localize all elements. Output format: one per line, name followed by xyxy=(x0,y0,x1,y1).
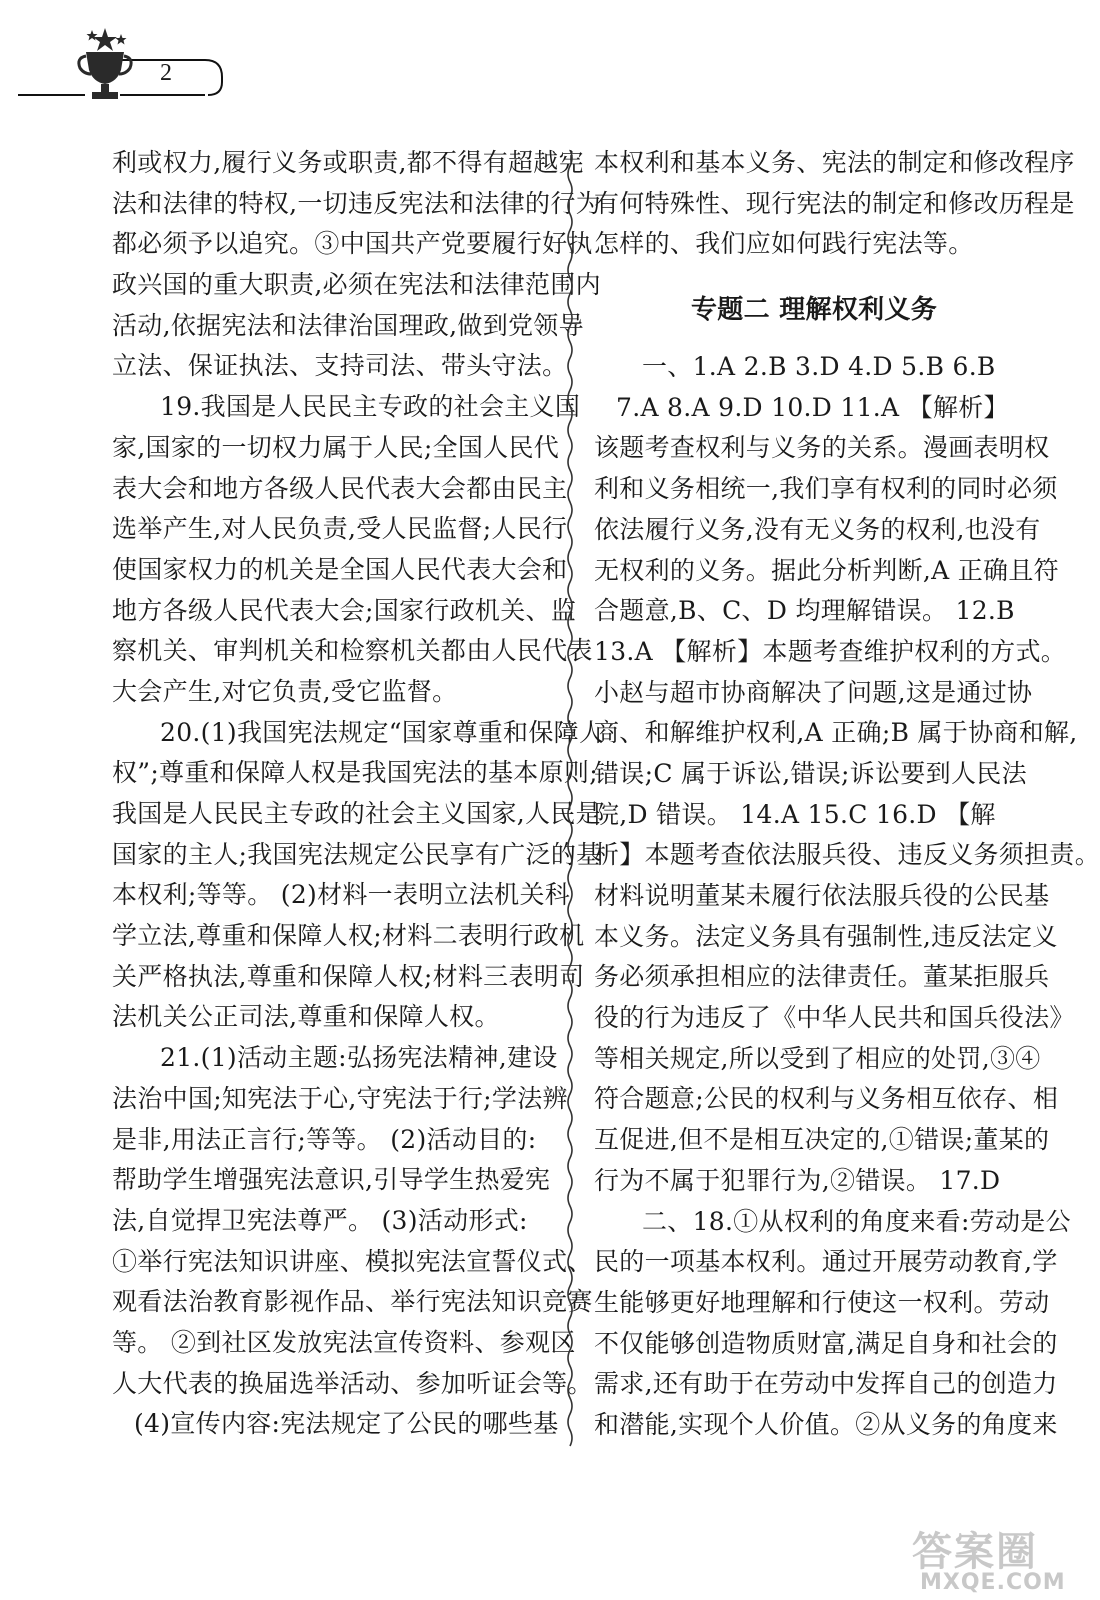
text-line: 使国家权力的机关是全国人民代表大会和 xyxy=(112,554,568,584)
text-line: 该题考查权利与义务的关系。漫画表明权 xyxy=(594,433,1050,463)
answer-21-line: 21.(1)活动主题:弘扬宪法精神,建设 xyxy=(160,1043,558,1073)
text-line: 合题意,B、C、D 均理解错误。 12.B xyxy=(594,596,1015,626)
answer-20-line: 20.(1)我国宪法规定“国家尊重和保障人 xyxy=(160,717,605,747)
text-line: 不仅能够创造物质财富,满足自身和社会的 xyxy=(594,1328,1058,1358)
text-line: 需求,还有助于在劳动中发挥自己的创造力 xyxy=(594,1369,1058,1399)
text-line: 家,国家的一切权力属于人民;全国人民代 xyxy=(112,432,560,462)
page-header xyxy=(0,0,1100,110)
text-line: 本权利;等等。 (2)材料一表明立法机关科 xyxy=(112,880,571,910)
text-line: 学立法,尊重和保障人权;材料二表明行政机 xyxy=(112,921,585,951)
text-line: 析】本题考查依法服兵役、违反义务须担责。 xyxy=(594,840,1100,870)
text-line: 怎样的、我们应如何践行宪法等。 xyxy=(594,229,974,259)
left-column xyxy=(112,143,605,1445)
text-line: 利和义务相统一,我们享有权利的同时必须 xyxy=(594,474,1058,504)
text-line: 互促进,但不是相互决定的,①错误;董某的 xyxy=(594,1125,1050,1155)
text-line: 有何特殊性、现行宪法的制定和修改历程是 xyxy=(594,188,1075,218)
text-line: 生能够更好地理解和行使这一权利。劳动 xyxy=(594,1287,1050,1317)
text-line: 本义务。法定义务具有强制性,违反法定义 xyxy=(594,921,1058,951)
answer-18-line: 二、18.①从权利的角度来看:劳动是公 xyxy=(642,1206,1071,1236)
text-line: 符合题意;公民的权利与义务相互依存、相 xyxy=(594,1084,1059,1114)
text-line: 我国是人民民主专政的社会主义国家,人民是 xyxy=(112,799,601,828)
section-title: 专题二 理解权利义务 xyxy=(690,295,938,326)
right-column xyxy=(594,143,1100,1446)
text-line: 帮助学生增强宪法意识,引导学生热爱宪 xyxy=(112,1165,551,1195)
text-line: 政兴国的重大职责,必须在宪法和法律范围内 xyxy=(112,270,601,300)
header-tab-decoration xyxy=(0,0,240,110)
text-line: 立法、保证执法、支持司法、带头守法。 xyxy=(112,351,568,381)
text-line: 小赵与超市协商解决了问题,这是通过协 xyxy=(594,677,1033,707)
text-line: 选举产生,对人民负责,受人民监督;人民行 xyxy=(112,514,568,544)
watermark-text: 答案圈 xyxy=(912,1529,1038,1575)
text-line: 大会产生,对它负责,受它监督。 xyxy=(112,676,458,706)
text-line: 法,自觉捍卫宪法尊严。 (3)活动形式: xyxy=(112,1205,528,1235)
text-line: 利或权力,履行义务或职责,都不得有超越宪 xyxy=(112,148,584,177)
text-line: 等。 ②到社区发放宪法宣传资料、参观区 xyxy=(112,1327,576,1357)
page-number: 2 xyxy=(160,60,172,86)
text-line: ①举行宪法知识讲座、模拟宪法宣誓仪式、 xyxy=(112,1246,593,1276)
text-line: 民的一项基本权利。通过开展劳动教育,学 xyxy=(594,1247,1058,1277)
text-line: 13.A 【解析】本题考查维护权利的方式。 xyxy=(594,636,1067,666)
text-line: 行为不属于犯罪行为,②错误。 17.D xyxy=(594,1165,1001,1195)
text-line: 察机关、审判机关和检察机关都由人民代表 xyxy=(112,636,593,666)
text-line: 表大会和地方各级人民代表大会都由民主 xyxy=(112,473,568,503)
text-line: 商、和解维护权利,A 正确;B 属于协商和解, xyxy=(594,718,1078,748)
trophy-icon xyxy=(79,28,131,99)
text-line: 法机关公正司法,尊重和保障人权。 xyxy=(112,1002,500,1032)
text-line: 地方各级人民代表大会;国家行政机关、监 xyxy=(112,595,577,625)
watermark-url: MXQE.COM xyxy=(920,1570,1066,1595)
text-line: 是非,用法正言行;等等。 (2)活动目的: xyxy=(112,1124,537,1154)
text-line: 本权利和基本义务、宪法的制定和修改程序 xyxy=(594,148,1075,177)
watermark-logo xyxy=(900,1520,1100,1600)
text-line: 法和法律的特权,一切违反宪法和法律的行为 xyxy=(112,188,601,218)
text-line: 无权利的义务。据此分析判断,A 正确且符 xyxy=(594,555,1059,585)
text-line: 务必须承担相应的法律责任。董某拒服兵 xyxy=(594,962,1050,992)
text-line: 役的行为违反了《中华人民共和国兵役法》 xyxy=(594,1003,1075,1033)
text-line: 权”;尊重和保障人权是我国宪法的基本原则; xyxy=(112,758,598,788)
text-line: 都必须予以追究。③中国共产党要履行好执 xyxy=(112,229,593,259)
text-line: 院,D 错误。 14.A 15.C 16.D 【解 xyxy=(594,799,996,829)
text-line: 人大代表的换届选举活动、参加听证会等。 xyxy=(112,1368,593,1398)
text-line: 错误;C 属于诉讼,错误;诉讼要到人民法 xyxy=(594,758,1027,788)
answer-19-line: 19.我国是人民民主专政的社会主义国 xyxy=(160,392,581,422)
text-line: 法治中国;知宪法于心,守宪法于行;学法辨 xyxy=(112,1083,568,1113)
answer-key-line: 一、1.A 2.B 3.D 4.D 5.B 6.B xyxy=(642,352,996,382)
text-line: (4)宣传内容:宪法规定了公民的哪些基 xyxy=(134,1409,559,1439)
text-line: 观看法治教育影视作品、举行宪法知识竞赛 xyxy=(112,1287,593,1317)
text-line: 和潜能,实现个人价值。②从义务的角度来 xyxy=(594,1409,1058,1439)
text-line: 等相关规定,所以受到了相应的处罚,③④ xyxy=(594,1043,1041,1073)
text-line: 活动,依据宪法和法律治国理政,做到党领导 xyxy=(112,310,584,340)
text-line: 材料说明董某未履行依法服兵役的公民基 xyxy=(594,881,1050,910)
text-line: 依法履行义务,没有无义务的权利,也没有 xyxy=(594,514,1041,544)
column-divider xyxy=(555,150,585,1450)
text-line: 关严格执法,尊重和保障人权;材料三表明司 xyxy=(112,961,585,991)
text-line: 国家的主人;我国宪法规定公民享有广泛的基 xyxy=(112,839,602,869)
answer-key-line: 7.A 8.A 9.D 10.D 11.A 【解析】 xyxy=(616,392,1009,422)
